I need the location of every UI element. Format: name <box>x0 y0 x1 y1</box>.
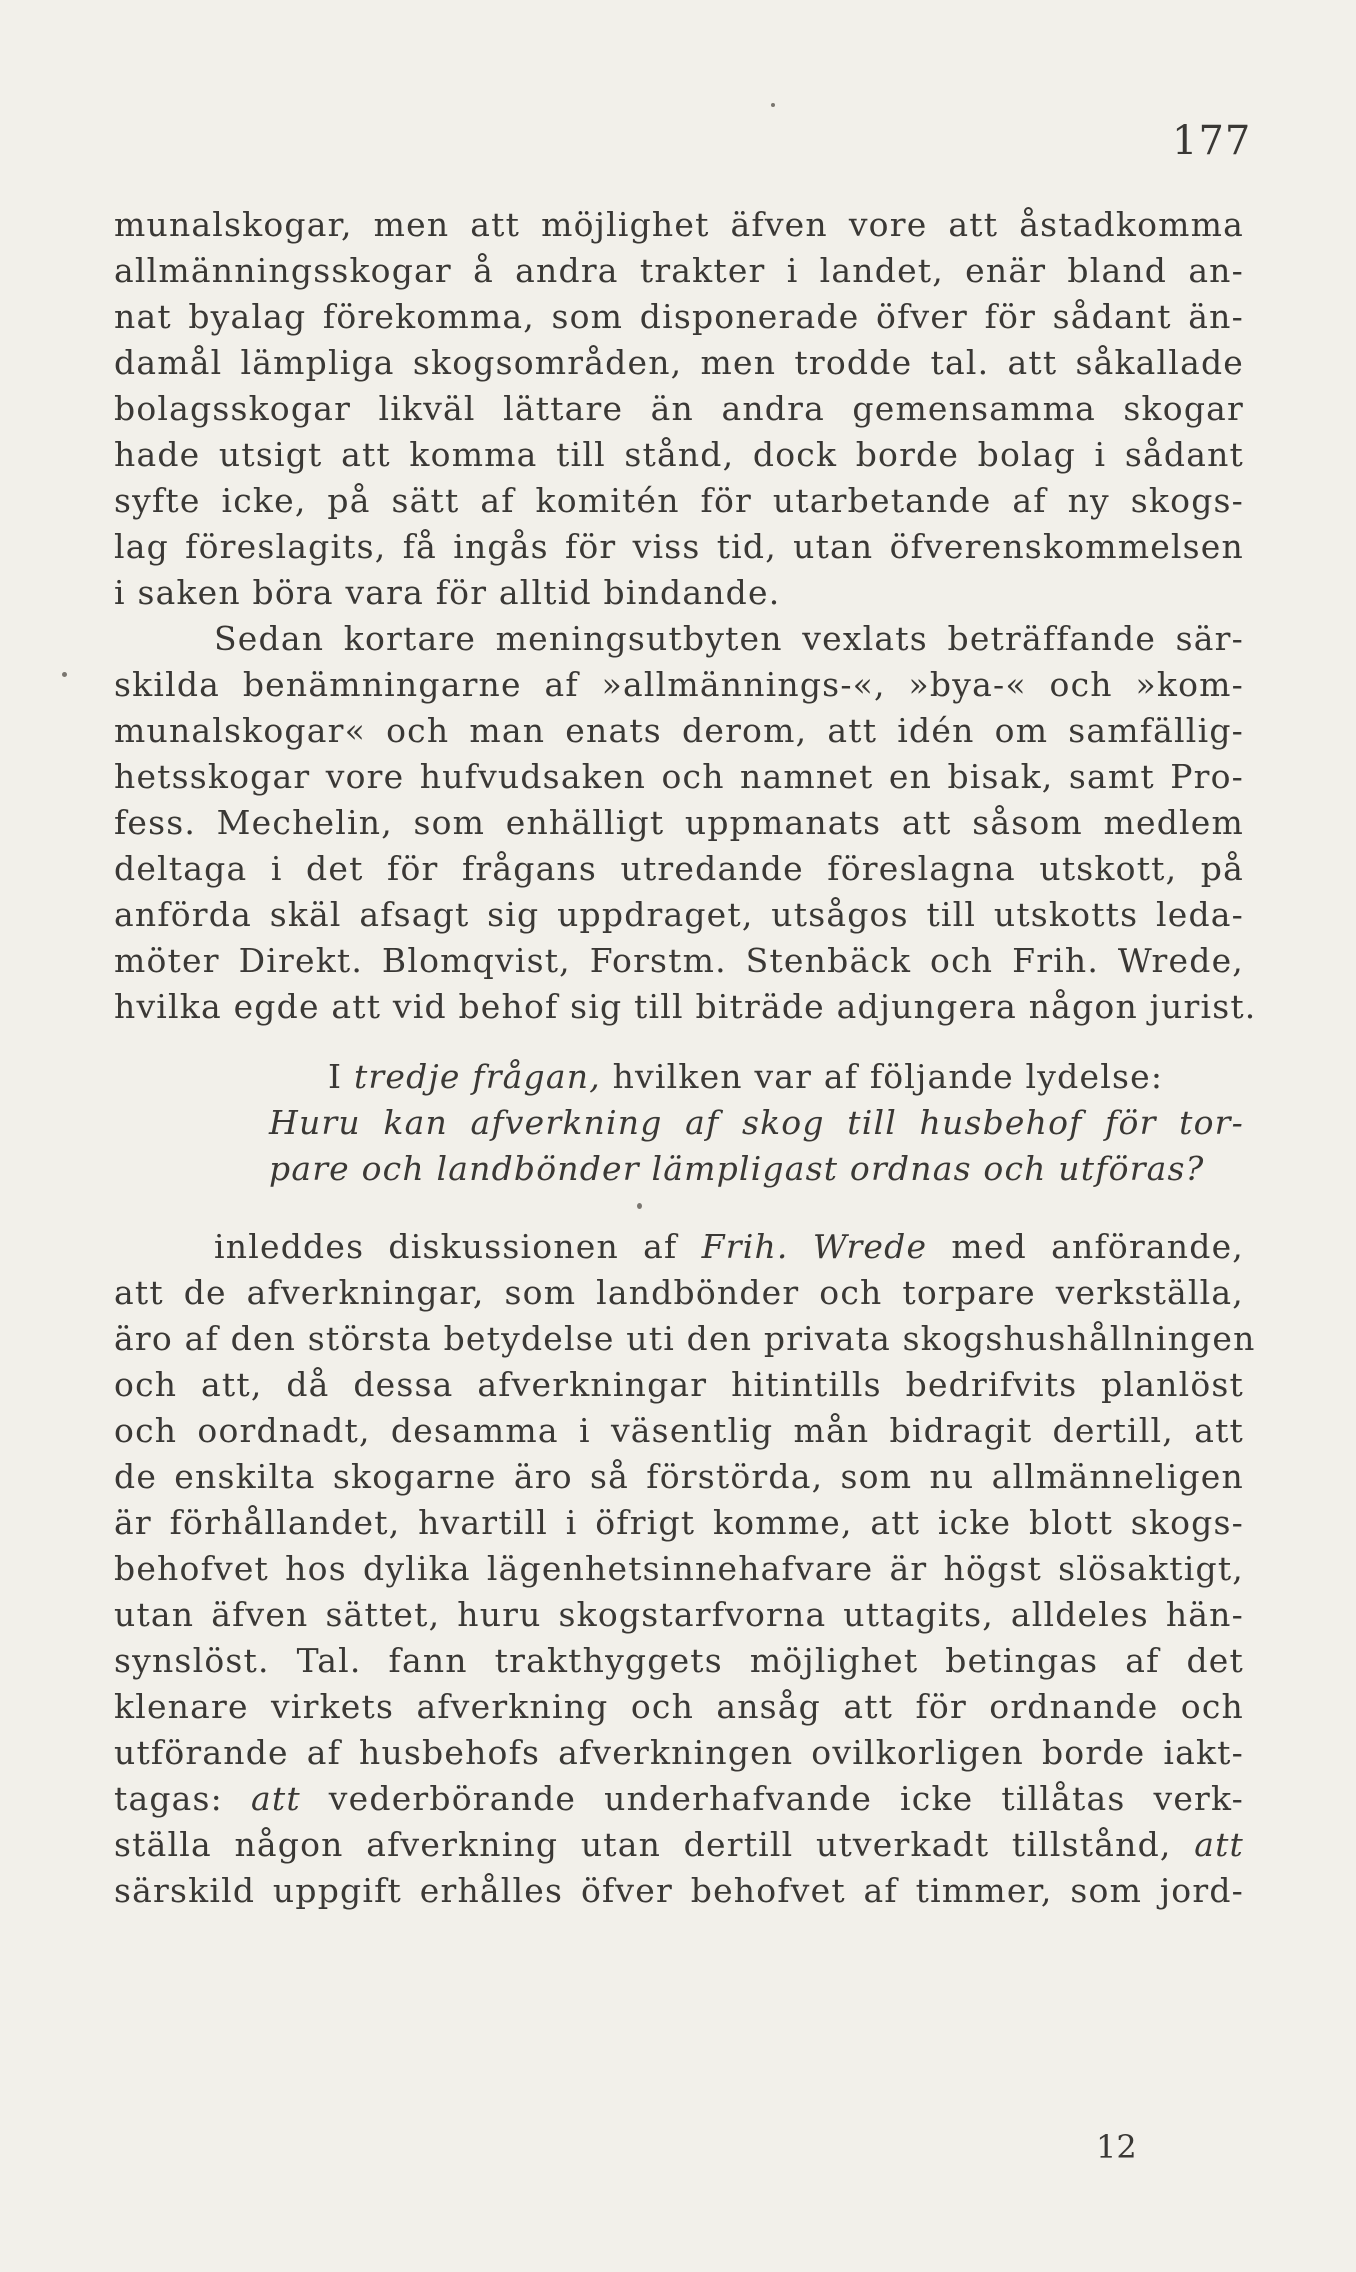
paragraph-4 <box>114 1224 1256 1914</box>
text-line: hade utsigt att komma till stånd, dock borde bolag i sådant <box>114 435 1244 474</box>
text-line: anförda skäl afsagt sig uppdraget, utsågos till utskotts leda- <box>114 895 1244 934</box>
italic-run: Huru kan afverkning af skog till husbehof för tor- <box>269 1103 1244 1142</box>
italic-run: pare och landbönder lämpligast ordnas och utföras? <box>269 1149 1205 1188</box>
text-line: bolagsskogar likväl lättare än andra gemensamma skogar <box>114 389 1244 428</box>
text-line: munalskogar, men att möjlighet äfven vore att åstadkomma <box>114 205 1244 244</box>
text-line: munalskogar« och man enats derom, att idén om samfällig- <box>114 711 1244 750</box>
text-line: utförande af husbehofs afverkningen ovilkorligen borde iakt- <box>114 1733 1244 1772</box>
paragraph-3 <box>114 1054 1244 1192</box>
text-line: skilda benämningarne af »allmännings-«, »bya-« och »kom- <box>114 665 1244 704</box>
text-line: särskild uppgift erhålles öfver behofvet af timmer, som jord- <box>114 1871 1244 1910</box>
text-line: syfte icke, på sätt af komitén för utarbetande af ny skogs- <box>114 481 1244 520</box>
text-run: inleddes diskussionen af <box>214 1227 702 1266</box>
text-line: lag föreslagits, få ingås för viss tid, utan öfverenskommelsen <box>114 527 1244 566</box>
text-run: I <box>328 1057 354 1096</box>
question-intro-line <box>114 1054 1244 1100</box>
text-line: de enskilta skogarne äro så förstörda, som nu allmänneligen <box>114 1457 1244 1496</box>
text-line: i saken böra vara för alltid bindande. <box>114 573 781 612</box>
italic-run: tredje frågan, <box>353 1057 601 1096</box>
text-run: vederbörande underhafvande icke tillåtas verk- <box>300 1779 1244 1818</box>
text-line: och oordnadt, desamma i väsentlig mån bidragit dertill, att <box>114 1411 1244 1450</box>
page-number: 177 <box>1172 118 1252 164</box>
question-line <box>114 1100 1244 1146</box>
text-line: deltaga i det för frågans utredande föreslagna utskott, på <box>114 849 1244 888</box>
text-line: äro af den största betydelse uti den privata skogshushållningen <box>114 1319 1256 1358</box>
text-run: hvilken var af följande lydelse: <box>600 1057 1164 1096</box>
paragraph-2 <box>114 616 1257 1030</box>
text-line <box>114 1224 1244 1270</box>
paper-speck <box>62 672 67 677</box>
text-line: fess. Mechelin, som enhälligt uppmanats att såsom medlem <box>114 803 1244 842</box>
paper-speck <box>771 103 775 107</box>
text-line <box>114 1822 1244 1868</box>
text-run: ställa någon afverkning utan dertill utverkadt tillstånd, <box>114 1825 1195 1864</box>
italic-run: att <box>1194 1825 1244 1864</box>
text-run: tagas: <box>114 1779 251 1818</box>
text-line: allmänningsskogar å andra trakter i landet, enär bland an- <box>114 251 1244 290</box>
italic-run: att <box>251 1779 301 1818</box>
text-line: hetsskogar vore hufvudsaken och namnet en bisak, samt Pro- <box>114 757 1244 796</box>
text-line: och att, då dessa afverkningar hitintills bedrifvits planlöst <box>114 1365 1244 1404</box>
italic-run: Frih. Wrede <box>701 1227 928 1266</box>
text-line: klenare virkets afverkning och ansåg att för ordnande och <box>114 1687 1244 1726</box>
text-line: nat byalag förekomma, som disponerade öfver för sådant än- <box>114 297 1244 336</box>
question-line <box>114 1146 1244 1192</box>
body-text <box>114 202 1257 1914</box>
text-line: behofvet hos dylika lägenhetsinnehafvare är högst slösaktigt, <box>114 1549 1244 1588</box>
text-line: hvilka egde att vid behof sig till biträde adjungera någon jurist. <box>114 987 1257 1026</box>
paragraph-1 <box>114 202 1244 616</box>
text-line: Sedan kortare meningsutbyten vexlats beträffande sär- <box>214 619 1244 658</box>
text-line: är förhållandet, hvartill i öfrigt komme, att icke blott skogs- <box>114 1503 1244 1542</box>
text-run: med anförande, <box>927 1227 1244 1266</box>
text-line: damål lämpliga skogsområden, men trodde tal. att såkallade <box>114 343 1244 382</box>
text-line <box>114 1776 1244 1822</box>
text-line: möter Direkt. Blomqvist, Forstm. Stenbäck och Frih. Wrede, <box>114 941 1244 980</box>
signature-mark: 12 <box>1096 2128 1137 2166</box>
paper-speck <box>637 1203 642 1209</box>
text-line: synslöst. Tal. fann trakthyggets möjlighet betingas af det <box>114 1641 1244 1680</box>
text-line: utan äfven sättet, huru skogstarfvorna uttagits, alldeles hän- <box>114 1595 1244 1634</box>
text-line: att de afverkningar, som landbönder och torpare verkställa, <box>114 1273 1244 1312</box>
